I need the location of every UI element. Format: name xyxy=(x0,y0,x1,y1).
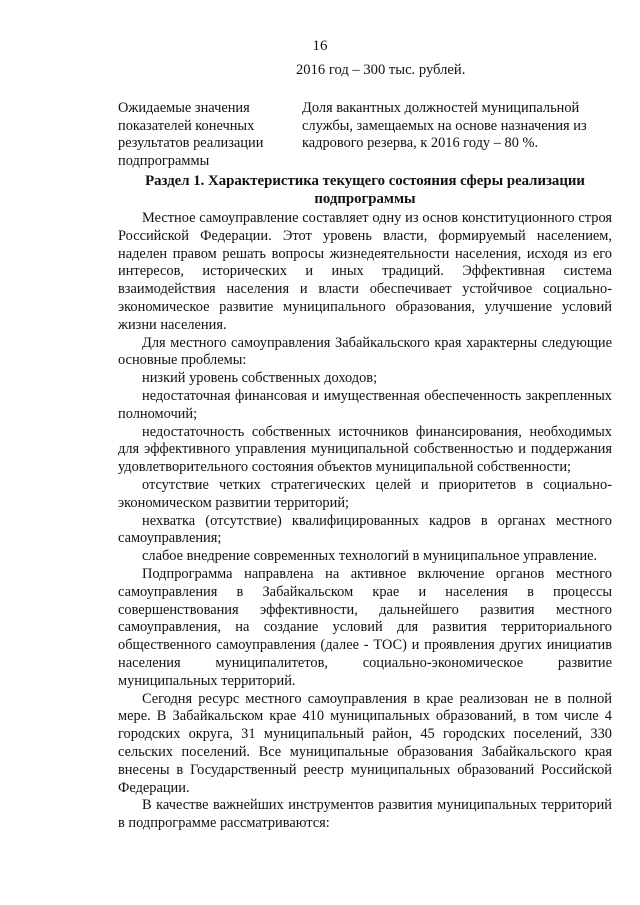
problem-item: отсутствие четких стратегических целей и приоритетов в социально-экономическом развитии территорий; xyxy=(118,476,612,511)
funding-line: 2016 год – 300 тыс. рублей. xyxy=(296,62,466,78)
expected-results-label: Ожидаемые значения показателей конечных результатов реализации подпрограммы xyxy=(118,100,264,169)
problem-item: низкий уровень собственных доходов; xyxy=(142,370,378,387)
expected-results-value: Доля вакантных должностей муниципальной службы, замещаемых на основе назначения из кадрового резерва, к 2016 году – 80 %. xyxy=(302,100,587,151)
paragraph-problems-intro: Для местного самоуправления Забайкальского края характерны следующие основные проблемы: xyxy=(118,334,612,369)
paragraph-subprogram-goal: Подпрограмма направлена на активное включение органов местного самоуправления в Забайкальском крае и населения в процессы совершенствования эффективности, дальнейшего развития местного самоуправления, на создание условий для развития территориального общественного самоуправления (далее - ТОС) и проявления других инициатив населения муниципалитетов, социально-экономическое развитие муниципальных территорий. xyxy=(118,565,612,689)
section-heading: Раздел 1. Характеристика текущего состояния сферы реализации подпрограммы xyxy=(145,173,585,207)
page-number: 16 xyxy=(312,38,328,54)
problem-item: недостаточная финансовая и имущественная обеспеченность закрепленных полномочий; xyxy=(118,387,612,422)
paragraph-instruments: В качестве важнейших инструментов развития муниципальных территорий в подпрограмме рассматриваются: xyxy=(118,797,612,832)
paragraph-intro: Местное самоуправление составляет одну из основ конституционного строя Российской Федерации. Этот уровень власти, формируемый населением, наделен правом решать вопросы жизнедеятельности населения, исходя из его интересов, исторических и иных традиций. Эффективная система взаимодействия населения и власти обеспечивает устойчивое социально-экономическое развитие муниципального образования, улучшение условий жизни населения. xyxy=(118,210,612,333)
body-text xyxy=(118,210,612,833)
paragraph-resource: Сегодня ресурс местного самоуправления в крае реализован не в полной мере. В Забайкальском крае 410 муниципальных образований, в том числе 4 городских округа, 31 муниципальный район, 45 городских поселений, 330 сельских поселений. Все муниципальные образования Забайкальского края внесены в Государственный реестр муниципальных образований Российской Федерации. xyxy=(118,690,612,796)
problem-item: недостаточность собственных источников финансирования, необходимых для эффективного управления муниципальной собственностью и поддержания удовлетворительного состояния объектов муниципальной собственности; xyxy=(118,423,612,476)
problem-item: нехватка (отсутствие) квалифицированных кадров в органах местного самоуправления; xyxy=(118,512,612,547)
problem-item: слабое внедрение современных технологий в муниципальное управление. xyxy=(142,548,598,565)
